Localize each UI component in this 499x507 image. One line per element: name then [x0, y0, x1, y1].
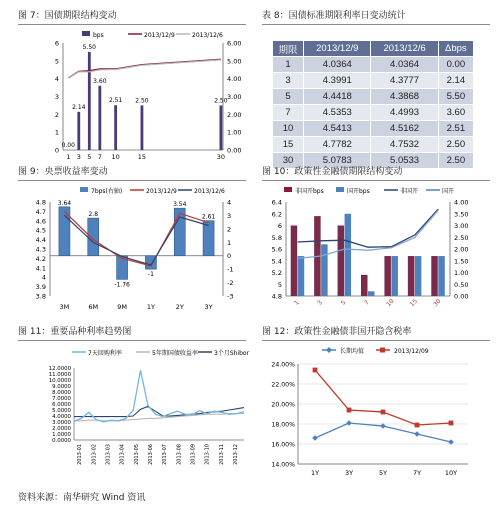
bar	[59, 207, 70, 256]
x-tick-label: 2013-08	[176, 444, 183, 465]
x-tick-label: 2013-07	[162, 444, 169, 465]
x-tick-label: 7	[363, 299, 371, 307]
table-cell: 4.4993	[371, 105, 438, 121]
y-tick-label: 18.00%	[271, 421, 295, 429]
x-tick-label: 3Y	[344, 469, 354, 477]
y-tick-label: 2.0000	[52, 426, 71, 432]
y-tick-label: 4.1	[35, 264, 46, 273]
table-cell: 10	[273, 121, 304, 137]
legend-label: 长期均值	[340, 348, 365, 355]
legend-label: 5年期国债收益率	[152, 350, 198, 357]
y2-tick-label: 0.00	[227, 146, 242, 155]
y-tick-label: 2	[54, 110, 59, 119]
x-tick-label: 5	[339, 299, 348, 307]
legend-label: 国开bps	[347, 188, 370, 195]
table8-header-row	[273, 41, 474, 57]
table-row	[273, 137, 474, 153]
y-tick-label: 1.0000	[52, 432, 71, 438]
series-line	[68, 59, 221, 78]
series-line	[64, 215, 208, 265]
table-row	[273, 89, 474, 105]
x-tick-label: 10Y	[444, 469, 458, 477]
legend-label: bps	[93, 32, 104, 39]
y-tick-label: 6.2	[271, 210, 282, 219]
y-tick-label: 3.9	[35, 283, 46, 292]
x-tick-label: 1	[66, 153, 71, 161]
table8	[272, 40, 474, 169]
table-cell: 2.50	[438, 153, 473, 169]
bar	[203, 221, 214, 256]
x-tick-label: 10	[111, 153, 120, 161]
y-tick-label: 12.0000	[48, 366, 71, 372]
x-tick-label: 15	[137, 153, 147, 161]
table-cell: 4.5353	[304, 105, 371, 121]
table-cell: 4.7782	[304, 137, 371, 153]
y-tick-label: 5	[277, 280, 282, 289]
y-tick-label: 4.5	[35, 226, 46, 235]
bar	[174, 208, 185, 256]
table8-rule	[262, 24, 490, 25]
x-tick-label: 9M	[117, 303, 127, 311]
fig12-chart	[262, 324, 492, 484]
y2-tick-label: 4.00	[227, 75, 242, 84]
bar	[345, 214, 352, 296]
bar-label: 3.54	[173, 201, 187, 209]
table-row	[273, 121, 474, 137]
x-tick-label: 2013-01	[77, 444, 84, 465]
y2-tick-label: 3	[227, 211, 232, 220]
bar	[431, 256, 438, 296]
y-tick-label: 5.0000	[52, 408, 71, 414]
table-cell: 4.4418	[304, 89, 371, 105]
legend-swatch	[284, 187, 292, 192]
panel-fig11	[18, 324, 248, 484]
table-cell: 4.3868	[371, 89, 438, 105]
x-tick-label: 2Y	[175, 303, 184, 311]
bar	[298, 256, 305, 296]
y2-tick-label: 3.50	[454, 210, 469, 219]
table-cell: 7	[273, 105, 304, 121]
bar	[88, 218, 99, 256]
y-tick-label: 14.00%	[271, 461, 295, 469]
y-tick-label: 5	[54, 57, 59, 66]
x-tick-label: 2013-10	[204, 444, 211, 465]
fig11-title: 图 11：重要品种利率趋势图	[18, 327, 132, 337]
legend-label: 2013/12/6	[192, 32, 223, 39]
y-tick-label: 9.0000	[52, 384, 71, 390]
data-point	[415, 423, 420, 428]
y2-tick-label: 0.00	[454, 292, 469, 301]
y-tick-label: 8.0000	[52, 390, 71, 396]
bar-label: 2.51	[108, 97, 123, 105]
y2-tick-label: 1.00	[227, 128, 242, 137]
legend-label: 2013/12/9	[146, 188, 177, 195]
table-cell: 5.0783	[304, 153, 371, 169]
bar-label: 2.50	[135, 97, 149, 105]
y-tick-label: 4.6	[35, 217, 46, 226]
bar	[361, 275, 368, 296]
x-tick-label: 5Y	[378, 469, 388, 477]
y-tick-label: 3	[54, 93, 59, 101]
panel-fig9	[18, 164, 248, 316]
data-point	[414, 431, 420, 437]
y-tick-label: 11.0000	[48, 372, 71, 378]
legend-marker	[326, 347, 332, 353]
fig12-title: 图 12：政策性金融债非国开隐含税率	[262, 327, 412, 337]
y-tick-label: 4.4	[35, 236, 46, 245]
bar	[438, 256, 445, 296]
x-tick-label: 2013-12	[232, 444, 239, 465]
table-cell: 5.0533	[371, 153, 438, 169]
x-tick-label: 3	[76, 153, 81, 161]
table-cell: 4.5162	[371, 121, 438, 137]
table8-title: 表 8：国债标准期限利率日变动统计	[262, 11, 406, 21]
legend-swatch	[82, 31, 90, 36]
legend-label: 7bps(右轴)	[91, 188, 123, 195]
legend-label: 2013/12/09	[394, 348, 429, 355]
y2-tick-label: 1.50	[454, 257, 469, 266]
legend-label: 国开	[442, 188, 455, 195]
table-cell: 4.3991	[304, 73, 371, 89]
y2-tick-label: 5.00	[227, 57, 242, 66]
y2-tick-label: 2.00	[227, 110, 242, 119]
x-tick-label: 1	[292, 299, 301, 307]
fig11-chart	[18, 324, 248, 484]
legend-label: 非国开	[400, 188, 419, 195]
bar-label: -1	[147, 271, 154, 279]
table-cell: 5.50	[438, 89, 473, 105]
data-point	[449, 421, 454, 426]
x-tick-label: 15	[408, 297, 419, 309]
y2-tick-label: -2	[227, 279, 234, 288]
bar-label: 2.61	[201, 213, 216, 221]
x-tick-label: 1Y	[310, 469, 320, 477]
table-cell: 3	[273, 73, 304, 89]
legend-swatch	[336, 187, 344, 192]
y-tick-label: 5.6	[271, 245, 282, 254]
series-line	[315, 370, 451, 425]
fig10-chart	[262, 164, 492, 316]
y-tick-label: 6.4	[271, 198, 282, 207]
x-tick-label: 2013-04	[119, 444, 126, 465]
y2-tick-label: 1.00	[454, 269, 469, 277]
x-tick-label: 3Y	[204, 303, 213, 311]
bar-label: 2.14	[72, 103, 86, 111]
bar	[321, 244, 328, 296]
table-cell: 4.7532	[371, 137, 438, 153]
legend-marker	[380, 348, 385, 353]
bar	[114, 105, 117, 150]
bar-label: 0.00	[61, 142, 75, 149]
y-tick-label: 4.8	[35, 198, 46, 207]
data-point	[347, 408, 352, 413]
table-cell: 15	[273, 137, 304, 153]
table-cell: 2.51	[438, 121, 473, 137]
y2-tick-label: -3	[227, 292, 234, 301]
x-tick-label: 30	[216, 153, 226, 161]
table-row	[273, 57, 474, 73]
panel-table8	[262, 8, 492, 166]
table-cell: 2.14	[438, 73, 473, 89]
bar	[415, 256, 422, 296]
y-tick-label: 3.8	[35, 292, 46, 301]
table-cell: 3.60	[438, 105, 473, 121]
y-tick-label: 6	[277, 222, 282, 230]
data-point	[312, 435, 318, 441]
series-line	[74, 414, 244, 421]
table-row	[273, 105, 474, 121]
table-cell: 30	[273, 153, 304, 169]
bar-label: 3.60	[93, 77, 107, 85]
y2-tick-label: 3.00	[227, 93, 242, 101]
y2-tick-label: 2.50	[454, 233, 469, 242]
y-tick-label: 5.4	[271, 257, 282, 266]
y2-tick-label: 0	[227, 252, 232, 261]
y-tick-label: 6	[54, 39, 59, 48]
bar	[368, 291, 375, 296]
table-cell: 4.3777	[371, 73, 438, 89]
y-tick-label: 1	[54, 128, 59, 137]
table8-header: Δbps	[438, 41, 473, 57]
bar	[291, 226, 298, 297]
y-tick-label: 3.0000	[52, 420, 71, 426]
y-tick-label: 5.8	[271, 233, 282, 242]
table-cell: 1	[273, 57, 304, 73]
table-cell: 4.5413	[304, 121, 371, 137]
y2-tick-label: 1	[227, 238, 232, 247]
legend-label: 3个月Shibor	[214, 350, 250, 357]
y2-tick-label: 4	[227, 198, 232, 207]
y-tick-label: 6.0000	[52, 402, 71, 408]
y-tick-label: 4	[54, 75, 59, 84]
bar	[384, 256, 391, 296]
y-tick-label: 10.0000	[48, 378, 71, 384]
fig7-title: 图 7：国债期限结构变动	[18, 11, 117, 21]
y-tick-label: 24.00%	[271, 361, 295, 369]
y-tick-label: 22.00%	[271, 381, 295, 389]
x-tick-label: 2013-06	[147, 444, 154, 465]
x-tick-label: 2013-02	[91, 444, 98, 465]
table8-header: 2013/12/6	[371, 41, 438, 57]
y2-tick-label: -1	[227, 265, 234, 274]
y2-tick-label: 4.00	[454, 198, 469, 207]
panel-fig7	[18, 8, 248, 160]
y-tick-label: 4.2	[35, 254, 46, 263]
legend-label: 2013/12/6	[194, 188, 225, 195]
table8-header: 期限	[273, 41, 304, 57]
series-line	[68, 60, 221, 78]
bar-label: 2.8	[88, 211, 99, 219]
bar	[141, 105, 144, 150]
bar-label: 5.50	[82, 43, 96, 51]
data-point	[381, 410, 386, 415]
table-cell: 4.0364	[304, 57, 371, 73]
y2-tick-label: 2.00	[454, 245, 469, 254]
x-tick-label: 6M	[88, 303, 99, 311]
bar	[88, 52, 91, 150]
table-cell: 0.00	[438, 57, 473, 73]
bar-label: 3.64	[57, 199, 72, 207]
fig10-title: 图 10：政策性金融债期限结构变动	[262, 167, 403, 177]
x-tick-label: 2013-03	[105, 444, 112, 465]
y-tick-label: 0	[54, 146, 59, 155]
fig9-chart	[18, 164, 248, 316]
data-point	[346, 420, 352, 426]
bar-label: -1.76	[114, 281, 130, 289]
legend-swatch	[80, 187, 88, 192]
y-tick-label: 4	[41, 273, 46, 282]
y-tick-label: 16.00%	[271, 441, 295, 449]
x-tick-label: 2013-09	[190, 444, 197, 465]
y-tick-label: 4.3	[35, 245, 46, 254]
legend-label: 2013/12/9	[144, 32, 175, 39]
y2-tick-label: 6.00	[227, 39, 242, 48]
y-tick-label: 20.00%	[271, 401, 295, 409]
table-row	[273, 73, 474, 89]
legend-label: 7天回购利率	[88, 350, 122, 357]
bar	[408, 256, 415, 296]
x-tick-label: 7Y	[412, 469, 422, 477]
legend-label: 非国开bps	[295, 188, 324, 195]
x-tick-label: 2013-05	[133, 444, 140, 465]
y2-tick-label: 2	[227, 225, 232, 234]
x-tick-label: 3	[316, 299, 324, 307]
table8-header: 2013/12/9	[304, 41, 371, 57]
table-cell: 4.0364	[371, 57, 438, 73]
y-tick-label: 4.7	[35, 207, 46, 216]
x-tick-label: 3M	[59, 303, 70, 311]
fig9-title: 图 9：央票收益率变动	[18, 167, 108, 177]
y-tick-label: 7.0000	[52, 396, 71, 402]
panel-fig10	[262, 164, 492, 316]
fig7-chart	[18, 8, 248, 160]
x-tick-label: 2013-11	[218, 444, 225, 465]
x-tick-label: 10	[385, 297, 396, 309]
bar	[219, 105, 222, 150]
y2-tick-label: 3.00	[454, 222, 469, 230]
y2-tick-label: 0.50	[454, 280, 469, 289]
y-tick-label: 4.8	[271, 292, 282, 301]
x-tick-label: 1Y	[146, 303, 155, 311]
y-tick-label: 4.0000	[52, 414, 71, 420]
bar	[98, 86, 101, 150]
table-cell: 5	[273, 89, 304, 105]
bar	[391, 256, 398, 296]
data-point	[313, 368, 318, 373]
source-footer: 资料来源：南华研究 Wind 资讯	[18, 493, 146, 503]
x-tick-label: 30	[432, 297, 443, 309]
x-tick-label: 5	[87, 153, 92, 161]
panel-fig12	[262, 324, 492, 484]
y-tick-label: 0.0000	[52, 438, 71, 444]
table-cell: 2.50	[438, 137, 473, 153]
x-tick-label: 7	[97, 153, 102, 161]
bar	[77, 112, 80, 150]
bar-label: 2.50	[214, 97, 228, 105]
bar	[338, 226, 345, 297]
y-tick-label: 5.2	[271, 269, 282, 277]
